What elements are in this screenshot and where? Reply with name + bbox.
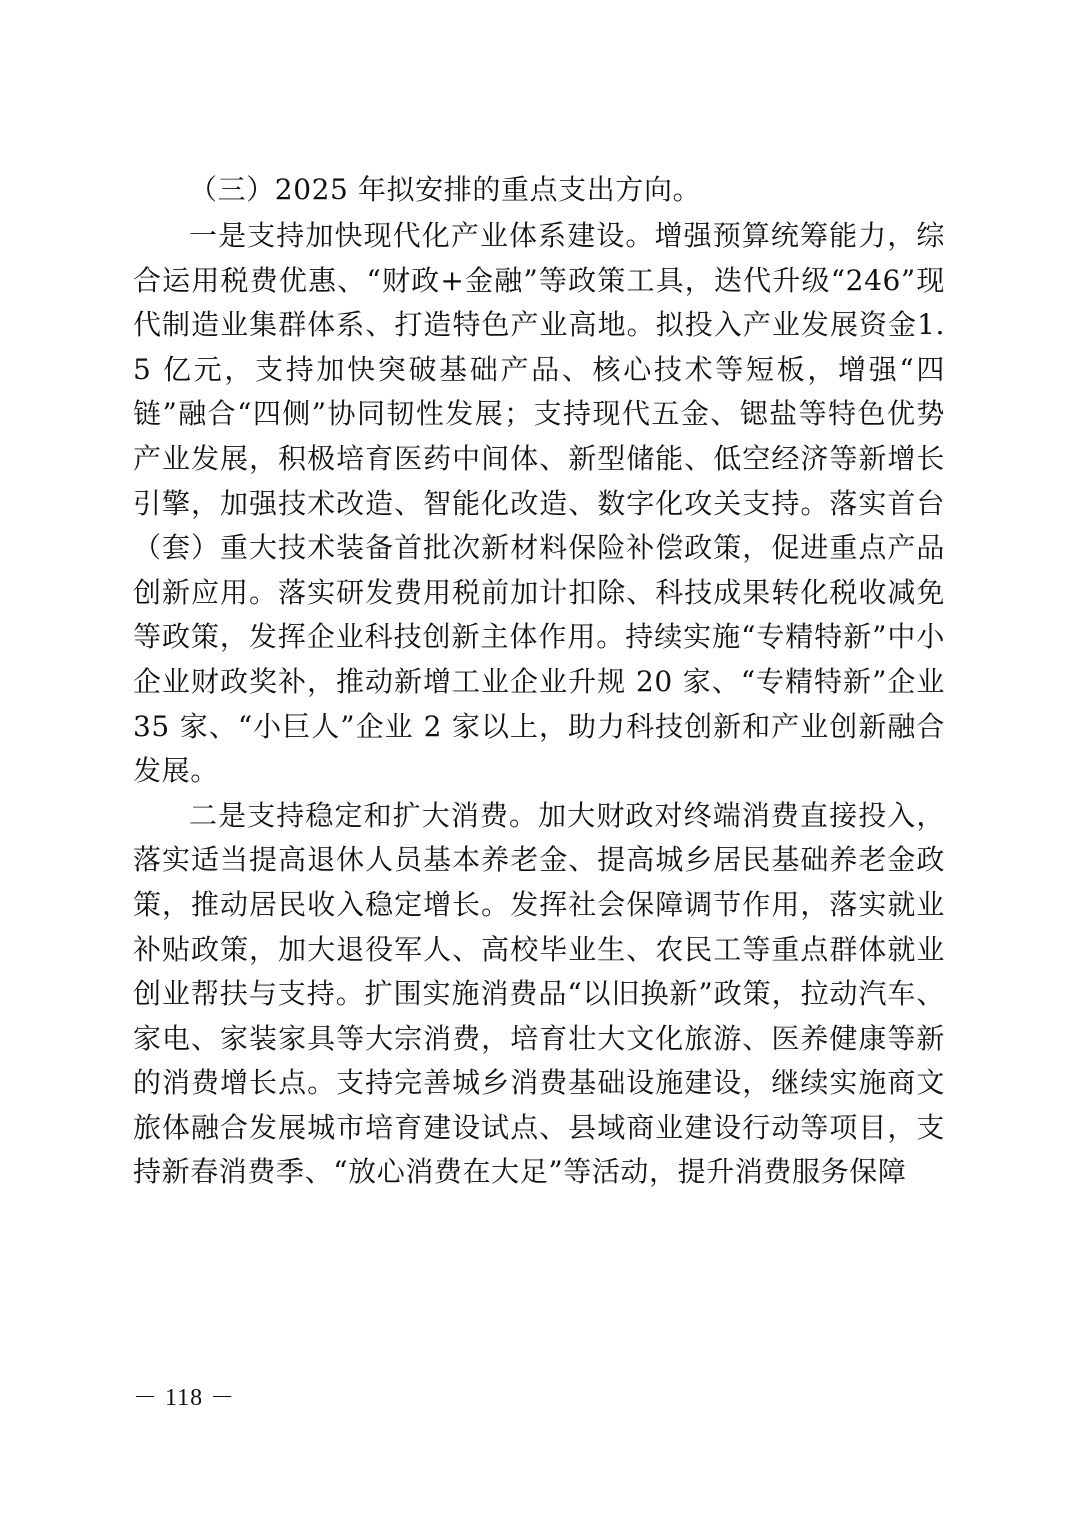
document-body (133, 168, 945, 1195)
paragraph-industry-system: 一是支持加快现代化产业体系建设。增强预算统筹能力，综合运用税费优惠、“财政+金融”等政策工具，迭代升级“246”现代制造业集群体系、打造特色产业高地。拟投入产业发展资金1.5 亿元，支持加快突破基础产品、核心技术等短板，增强“四链”融合“四侧”协同韧性发展；支持现代五金、锶盐等特色优势产业发展，积极培育医药中间体、新型储能、低空经济等新增长引擎，加强技术改造、智能化改造、数字化攻关支持。落实首台（套）重大技术装备首批次新材料保险补偿政策，促进重点产品创新应用。落实研发费用税前加计扣除、科技成果转化税收减免等政策，发挥企业科技创新主体作用。持续实施“专精特新”中小企业财政奖补，推动新增工业企业升规 20 家、“专精特新”企业 35 家、“小巨人”企业 2 家以上，助力科技创新和产业创新融合发展。 (133, 219, 945, 788)
page-number: － 118 － (133, 1385, 236, 1411)
paragraph-consumption: 二是支持稳定和扩大消费。加大财政对终端消费直接投入，落实适当提高退休人员基本养老金、提高城乡居民基础养老金政策，推动居民收入稳定增长。发挥社会保障调节作用，落实就业补贴政策，加大退役军人、高校毕业生、农民工等重点群体就业创业帮扶与支持。扩围实施消费品“以旧换新”政策，拉动汽车、家电、家装家具等大宗消费，培育壮大文化旅游、医养健康等新的消费增长点。支持完善城乡消费基础设施建设，继续实施商文旅体融合发展城市培育建设试点、县域商业建设行动等项目，支持新春消费季、“放心消费在大足”等活动，提升消费服务保障 (133, 798, 945, 1189)
section-heading: （三）2025 年拟安排的重点支出方向。 (189, 173, 702, 206)
